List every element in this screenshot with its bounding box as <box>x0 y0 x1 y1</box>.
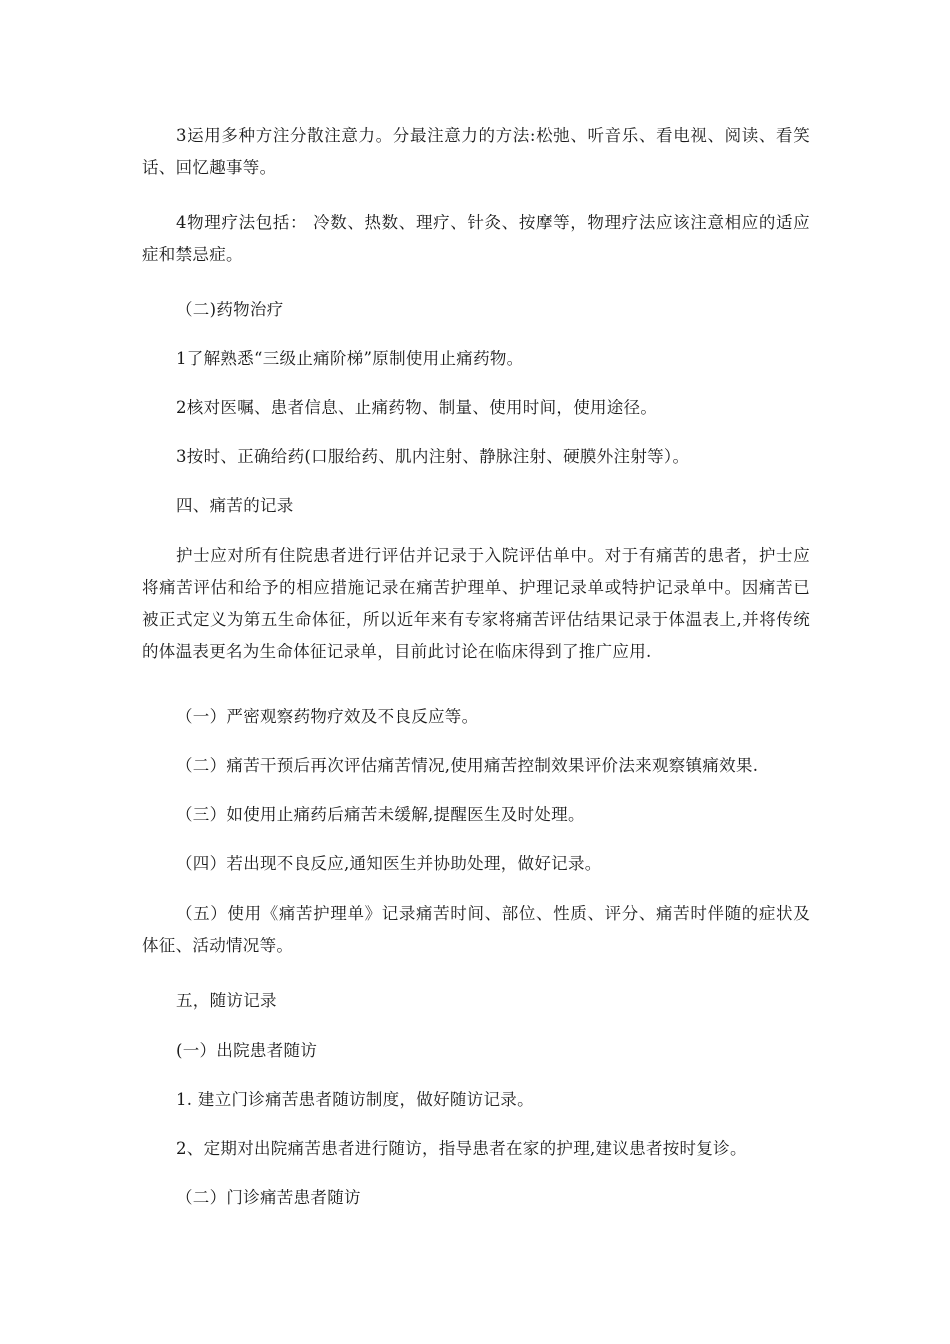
heading-discharged-patient-follow-up: (一）出院患者随访 <box>176 1041 318 1060</box>
paragraph-distraction-methods: 3运用多种方注分散注意力。分最注意力的方法:松弛、听音乐、看电视、阅读、看笑话、回忆趣事等。 <box>142 126 810 177</box>
paragraph-pain-assessment-record: 护士应对所有住院患者进行评估并记录于入院评估单中。对于有痛苦的患者，护士应将痛苦评估和给予的相应措施记录在痛苦护理单、护理记录单或特护记录单中。因痛苦已被正式定义为第五生命体征，所以近年来有专家将痛苦评估结果记录于体温表上,并将传统的体温表更名为生命体征记录单，目前此讨论在临床得到了推广应用. <box>142 546 810 661</box>
paragraph-item-1-observe: （一）严密观察药物疗效及不良反应等。 <box>176 707 479 726</box>
paragraph-administer-on-time: 3按时、正确给药(口服给药、肌内注射、静脉注射、硬膜外注射等）。 <box>176 447 690 466</box>
paragraph-follow-up-system: 1. 建立门诊痛苦患者随访制度，做好随访记录。 <box>176 1090 534 1109</box>
paragraph-item-4-adverse-reaction: （四）若出现不良反应,通知医生并协助处理，做好记录。 <box>176 854 602 873</box>
paragraph-regular-follow-up: 2、定期对出院痛苦患者进行随访，指导患者在家的护理,建议患者按时复诊。 <box>176 1139 747 1158</box>
paragraph-item-3-notify-doctor: （三）如使用止痛药后痛苦未缓解,提醒医生及时处理。 <box>176 805 585 824</box>
paragraph-item-5-pain-nursing-sheet: （五）使用《痛苦护理单》记录痛苦时间、部位、性质、评分、痛苦时伴随的症状及体征、活动情况等。 <box>142 904 810 955</box>
heading-outpatient-follow-up: （二）门诊痛苦患者随访 <box>176 1188 361 1207</box>
paragraph-analgesic-ladder: 1了解熟悉“三级止痛阶梯”原制使用止痛药物。 <box>176 349 524 368</box>
paragraph-item-2-reassess: （二）痛苦干预后再次评估痛苦情况,使用痛苦控制效果评价法来观察镇痛效果. <box>176 756 759 775</box>
heading-drug-treatment: （二)药物治疗 <box>176 300 284 319</box>
heading-pain-records: 四、痛苦的记录 <box>176 496 294 515</box>
paragraph-physical-therapy: 4物理疗法包括： 冷数、热数、理疗、针灸、按摩等，物理疗法应该注意相应的适应症和禁忌症。 <box>142 213 810 264</box>
paragraph-verify-orders: 2核对医嘱、患者信息、止痛药物、制量、使用时间，使用途径。 <box>176 398 658 417</box>
heading-follow-up-records: 五，随访记录 <box>176 991 277 1010</box>
